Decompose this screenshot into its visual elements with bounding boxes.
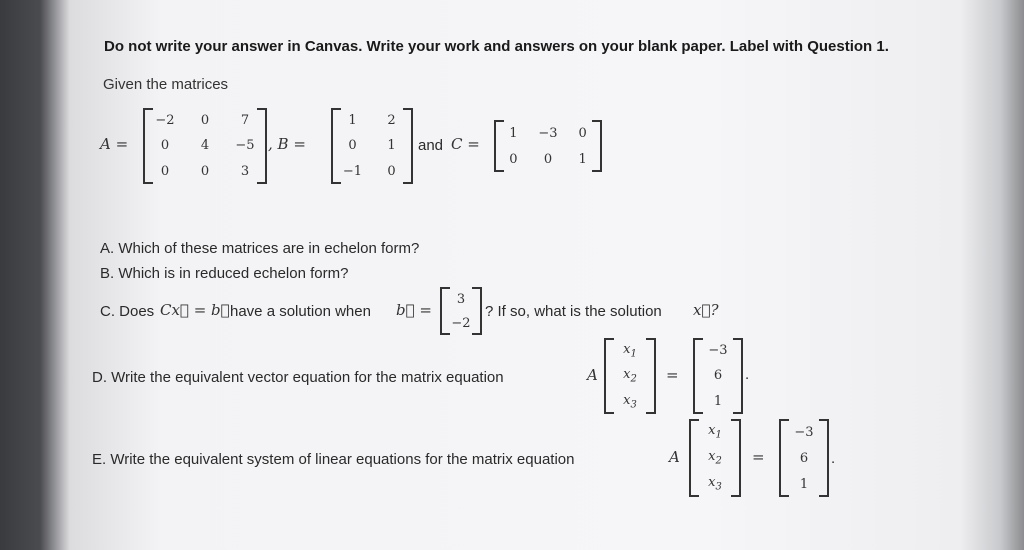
matrix-b	[331, 108, 413, 184]
matrix-a-cell: −2	[155, 113, 175, 129]
matrix-a-cell: 7	[240, 113, 250, 129]
vector-rhs-d	[693, 338, 743, 414]
question-c-equation: Cx⃗ = b⃗	[160, 301, 230, 319]
matrix-c-cell: 1	[509, 125, 518, 141]
equals-e: =	[752, 448, 765, 466]
matrix-b-label: , B =	[268, 135, 306, 153]
question-d-a: A	[587, 366, 598, 384]
question-a: A. Which of these matrices are in echelon form?	[100, 240, 420, 257]
subscript: 3	[630, 399, 637, 411]
period-e: .	[831, 450, 836, 467]
question-c-x: x⃗?	[693, 301, 719, 319]
and-text: and	[418, 137, 444, 154]
question-d: D. Write the equivalent vector equation for the matrix equation	[92, 369, 504, 386]
subscript: 1	[630, 348, 637, 360]
matrix-a-cell: 0	[200, 163, 210, 179]
vector-rhs-cell: −3	[708, 343, 728, 359]
matrix-b-cell: 2	[387, 113, 396, 129]
vector-x-cell: $x_1$	[623, 341, 637, 360]
matrix-a-cell: 4	[200, 138, 210, 154]
matrix-c	[494, 120, 602, 172]
subscript: 3	[715, 481, 722, 493]
vector-rhs-cell: 1	[713, 393, 723, 409]
equals-d: =	[666, 366, 679, 384]
matrix-a-cell: 0	[160, 138, 170, 154]
given-text: Given the matrices	[103, 76, 229, 93]
matrix-c-cell: 1	[578, 151, 587, 167]
vector-rhs-cell: 6	[799, 450, 809, 466]
matrix-c-cell: −3	[538, 125, 558, 141]
question-c-suffix: ? If so, what is the solution	[485, 303, 662, 320]
vector-x-cell: $x_2$	[708, 449, 722, 467]
subscript: 2	[630, 373, 637, 385]
subscript: 1	[715, 429, 722, 441]
matrix-a-label: A =	[100, 135, 129, 153]
matrix-c-cell: 0	[543, 151, 553, 167]
matrix-b-cell: 0	[348, 138, 357, 154]
question-e: E. Write the equivalent system of linear equations for the matrix equation	[92, 451, 575, 468]
matrix-b-cell: 0	[387, 163, 396, 179]
vector-x-cell: $x_2$	[623, 367, 637, 385]
vector-x-e	[689, 419, 741, 497]
vector-b	[440, 287, 482, 335]
matrix-b-cell: 1	[387, 138, 396, 154]
matrix-b-cell: −1	[342, 163, 363, 179]
question-c-middle: have a solution when	[230, 303, 371, 320]
matrix-c-label: C =	[451, 135, 480, 153]
period-d: .	[745, 366, 750, 383]
question-c-b-label: b⃗ =	[396, 301, 432, 319]
vector-rhs-cell: 1	[799, 476, 809, 492]
question-c-prefix: C. Does	[100, 303, 155, 320]
matrix-a-cell: 3	[240, 163, 250, 179]
vector-x-cell: $x_3$	[708, 475, 722, 493]
vector-rhs-cell: −3	[794, 424, 814, 440]
vector-x-d	[604, 338, 656, 414]
matrix-a-cell: 0	[200, 113, 210, 129]
matrix-a-cell: 0	[160, 163, 170, 179]
question-e-a: A	[669, 448, 680, 466]
subscript: 2	[715, 455, 722, 467]
matrix-a-cell: −5	[235, 138, 255, 154]
matrix-c-cell: 0	[578, 125, 587, 141]
question-b: B. Which is in reduced echelon form?	[100, 265, 349, 282]
vector-b-cell: 3	[456, 291, 466, 307]
matrix-b-cell: 1	[348, 113, 357, 129]
matrix-c-cell: 0	[509, 151, 518, 167]
vector-b-cell: −2	[451, 315, 471, 331]
vector-x-cell: $x_3$	[623, 392, 637, 411]
instruction-text: Do not write your answer in Canvas. Write your work and answers on your blank paper. Label with Question 1.	[104, 38, 889, 55]
matrix-a	[143, 108, 267, 184]
vector-x-cell: $x_1$	[708, 423, 722, 441]
vector-rhs-cell: 6	[713, 368, 723, 384]
vector-rhs-e	[779, 419, 829, 497]
